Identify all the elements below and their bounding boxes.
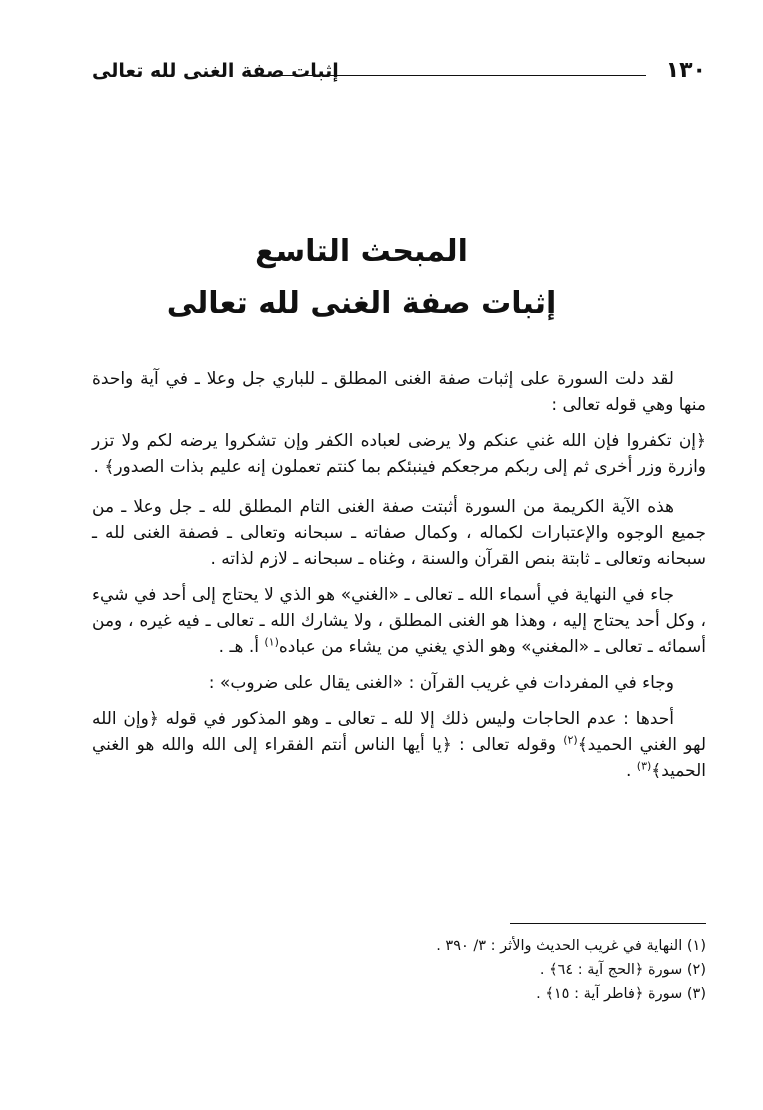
paragraph-nihaya-end: أ. هـ .	[218, 637, 265, 657]
footnote-rule	[510, 923, 706, 924]
paragraph-explanation: هذه الآية الكريمة من السورة أثبتت صفة الغنى التام المطلق لله ـ جل وعلا ـ من جميع الوجوه والإعتبارات لكماله ، وكمال صفاته ـ سبحانه وتعالى ـ فصفة الغنى لله ـ سبحانه وتعالى ـ ثابتة بنص القرآن والسنة ، وغناه ـ سبحانه ـ لازم لذاته .	[92, 497, 706, 569]
paragraph-nihaya	[92, 582, 706, 660]
footnote-ref-3: (٣)	[636, 759, 652, 773]
header-rule	[258, 75, 646, 76]
footnote-1: (١) النهاية في غريب الحديث والأثر : ٣/ ٣٩٠ .	[436, 938, 706, 954]
body-text	[92, 366, 706, 798]
footnote-ref-1: (١)	[264, 635, 279, 649]
first-kind-text: أحدها : عدم الحاجات وليس ذلك إلا لله ـ تعالى ـ وهو المذكور في قوله ﴿وإن الله لهو الغني الحميد﴾	[92, 709, 706, 755]
paragraph-first-kind	[92, 706, 706, 784]
chapter-title: إثبات صفة الغنى لله تعالى	[166, 286, 557, 321]
footnote-2: (٢) سورة ﴿الحج آية : ٦٤﴾ .	[539, 962, 706, 978]
footnote-ref-2: (٢)	[563, 733, 578, 747]
paragraph-nihaya-text: جاء في النهاية في أسماء الله ـ تعالى ـ «الغني» هو الذي لا يحتاج إلى أحد في شيء ، وكل أحد يحتاج إليه ، وهذا هو الغنى المطلق ، ولا يشارك الله ـ تعالى ـ فيه غيره ، ومن أسمائه ـ تعالى ـ «المغني» وهو الذي يغني من يشاء من عباده	[92, 585, 706, 657]
running-title: إثبات صفة الغنى لله تعالى	[92, 60, 339, 82]
paragraph-intro: لقد دلت السورة على إثبات صفة الغنى المطلق ـ للباري جل وعلا ـ في آية واحدة منها وهي قوله تعالى :	[92, 369, 706, 415]
first-kind-text-2: وقوله تعالى : ﴿يا أيها الناس أنتم الفقراء إلى الله والله هو الغني الحميد﴾	[92, 735, 706, 781]
verse-quote: ﴿إن تكفروا فإن الله غني عنكم ولا يرضى لعباده الكفر وإن تشكروا يرضه لكم ولا تزر وازرة وزر أخرى ثم إلى ربكم مرجعكم فينبئكم بما كنتم تعملون إنه عليم بذات الصدور﴾ .	[92, 431, 706, 477]
running-header	[92, 58, 706, 90]
footnotes	[300, 934, 706, 1006]
paragraph-mufradat: وجاء في المفردات في غريب القرآن : «الغنى يقال على ضروب» :	[208, 673, 674, 693]
chapter-heading	[0, 226, 763, 330]
first-kind-end: .	[625, 761, 637, 781]
chapter-number: المبحث التاسع	[255, 234, 468, 269]
footnote-3: (٣) سورة ﴿فاطر آية : ١٥﴾ .	[536, 986, 706, 1002]
page-number: ١٣٠	[665, 58, 706, 83]
